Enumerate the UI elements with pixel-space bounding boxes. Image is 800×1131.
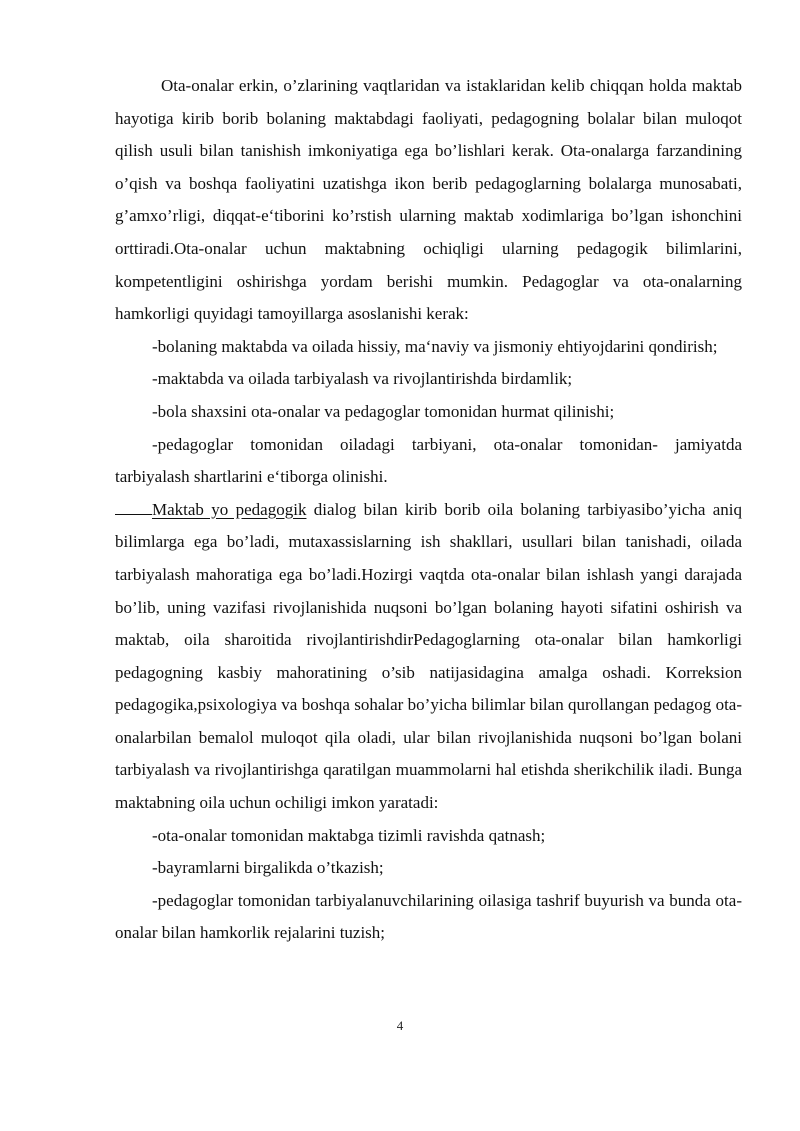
list-item-3: -pedagoglar tomonidan tarbiyalanuvchilarining oilasiga tashrif buyurish va bunda ota-onalar bilan hamkorlik rejalarini tuzish; [115,890,742,943]
paragraph-dialog [115,494,742,820]
page-number: 4 [396,1018,404,1033]
principle-item-4: -pedagoglar tomonidan oiladagi tarbiyani, ota-onalar tomonidan- jamiyatda tarbiyalash shartlarini e‘tiborga olinishi. [115,434,742,487]
principle-item-1: -bolaning maktabda va oilada hissiy, ma‘naviy va jismoniy ehtiyojdarini qondirish; [152,336,718,356]
paragraph-dialog-body: dialog bilan kirib borib oila bolaning tarbiyasibo’yicha aniq bilimlarga ega bo’ladi, mutaxassislarning ish shakllari, usullari bilan tanishadi, oilada tarbiyalash mahoratiga ega bo’ladi.Hozirgi vaqtda ota-onalar bilan ishlash yangi darajada bo’lib, uning vazifasi rivojlanishida nuqsoni bo’lgan bolaning hayoti sifatini oshirish va maktab, oila sharoitida rivojlantirishdirPedagoglarning ota-onalar bilan hamkorligi pedagogning kasbiy mahoratining o’sib natijasidagina amalga oshadi. Korreksion pedagogika,psixologiya va boshqa sohalar bo’yicha bilimlar bilan qurollangan pedagog ota-onalarbilan bemalol muloqot qila oladi, ular bilan rivojlanishida nuqsoni bo’lgan bolani tarbiyalash va rivojlantirishga qaratilgan muammolarni hal etishda sherikchilik iladi. Bunga maktabning oila uchun ochiligi imkon yaratadi: [115,499,742,813]
principle-item-2: -maktabda va oilada tarbiyalash va rivojlantirishda birdamlik; [152,369,573,389]
list-item-2: -bayramlarni birgalikda o’tkazish; [152,858,384,878]
document-page [115,70,742,950]
list-item-1: -ota-onalar tomonidan maktabga tizimli ravishda qatnash; [152,825,546,845]
underlined-lead-text: Maktab yo pedagogik [152,499,307,519]
paragraph-intro: Ota-onalar erkin, o’zlarining vaqtlaridan va istaklaridan kelib chiqqan holda maktab hayotiga kirib borib bolaning maktabdagi faoliyati, pedagogning bolalar bilan muloqot qilish usuli bilan tanishish imkoniyatiga ega bo’lishlari kerak. Ota-onalarga farzandining o’qish va boshqa faoliyatini uzatishga ikon berib pedagoglarning bolalarga munosabati, g’amxo’rligi, diqqat-e‘tiborini ko’rstish ularning maktab xodimlariga bo’lgan ishonchini orttiradi.Ota-onalar uchun maktabning ochiqligi ularning pedagogik bilimlarini, kompetentligini oshirishga yordam berishi mumkin. Pedagoglar va ota-onalarning hamkorligi quyidagi tamoyillarga asoslanishi kerak: [115,76,742,324]
underline-indent [115,513,152,515]
principle-item-3: -bola shaxsini ota-onalar va pedagoglar tomonidan hurmat qilinishi; [152,401,615,421]
